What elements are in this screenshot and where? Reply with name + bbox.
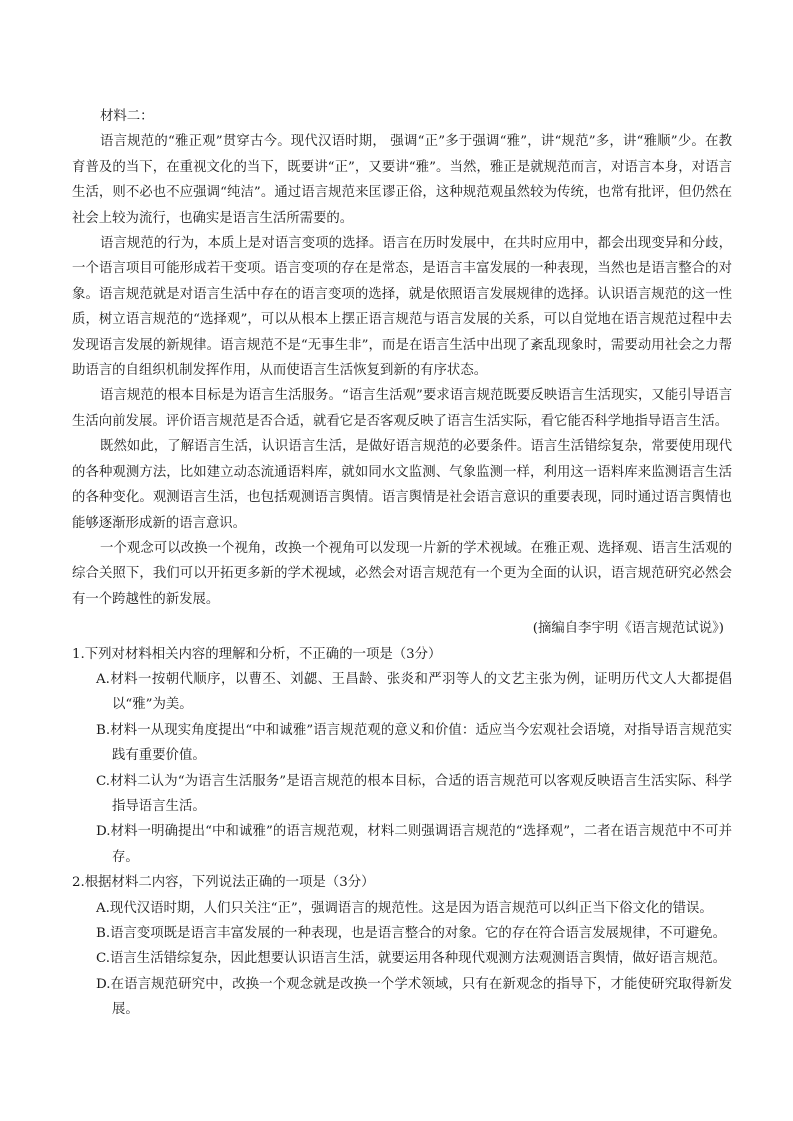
option-b: B.材料一从现实角度提出“中和诚雅”语言规范观的意义和价值：适应当今宏观社会语境，对指导语言规范实践有重要价值。 xyxy=(96,722,732,764)
source-citation: (摘编自李宇明《语言规范试说》) xyxy=(532,621,724,637)
document-content xyxy=(72,104,732,1023)
option-b: B.语言变项既是语言丰富发展的一种表现，也是语言整合的对象。它的存在符合语言发展规律，不可避免。 xyxy=(96,926,727,941)
option-d: D.材料一明确提出“中和诚雅”的语言规范观，材料二则强调语言规范的“选择观”，二者在语言规范中不可并存。 xyxy=(96,824,732,865)
option-a: A.材料一按朝代顺序，以曹丕、刘勰、王昌龄、张炎和严羽等人的文艺主张为例，证明历代文人大都提倡以“雅”为美。 xyxy=(96,671,732,713)
question-1 xyxy=(72,642,732,871)
question-2 xyxy=(72,870,732,1022)
question-stem: 2.根据材料二内容，下列说法正确的一项是（3分） xyxy=(72,875,375,891)
paragraph: 一个观念可以改换一个视角，改换一个视角可以发现一片新的学术视域。在雅正观、选择观、语言生活观的综合关照下，我们可以开拓更多新的学术视域，必然会对语言规范有一个更为全面的认识，语言规范研究必然会有一个跨越性的新发展。 xyxy=(72,540,732,607)
paragraph: 语言规范的根本目标是为语言生活服务。“语言生活观”要求语言规范既要反映语言生活现实，又能引导语言生活向前发展。评价语言规范是否合适，就看它是否客观反映了语言生活实际，看它能否科学地指导语言生活。 xyxy=(72,388,732,429)
paragraph: 既然如此，了解语言生活，认识语言生活，是做好语言规范的必要条件。语言生活错综复杂，常要使用现代的各种观测方法，比如建立动态流通语料库，就如同水文监测、气象监测一样，利用这一语料库来监测语言生活的各种变化。观测语言生活，也包括观测语言舆情。语言舆情是社会语言意识的重要表现，同时通过语言舆情也能够逐渐形成新的语言意识。 xyxy=(72,439,732,531)
material-title: 材料二： xyxy=(100,109,154,124)
paragraph: 语言规范的“雅正观”贯穿古今。现代汉语时期， 强调“正”多于强调“雅”，讲“规范”多，讲“雅顺”少。在教育普及的当下，在重视文化的当下，既要讲“正”，又要讲“雅”。当然，雅正是就规范而言，对语言本身，对语言生活，则不必也不应强调“纯洁”。通过语言规范来匡谬正俗，这种规范观虽然较为传统，也常有批评，但仍然在社会上较为流行，也确实是语言生活所需要的。 xyxy=(72,134,732,226)
option-c: C.材料二认为“为语言生活服务”是语言规范的根本目标，合适的语言规范可以客观反映语言生活实际、科学指导语言生活。 xyxy=(96,773,732,814)
option-a: A.现代汉语时期，人们只关注“正”，强调语言的规范性。这是因为语言规范可以纠正当下俗文化的错误。 xyxy=(96,900,713,916)
option-d: D.在语言规范研究中，改换一个观念就是改换一个学术领域，只有在新观念的指导下，才能使研究取得新发展。 xyxy=(96,976,732,1018)
paragraph: 语言规范的行为，本质上是对语言变项的选择。语言在历时发展中，在共时应用中，都会出现变异和分歧，一个语言项目可能形成若干变项。语言变项的存在是常态，是语言丰富发展的一种表现，当然也是语言整合的对象。语言规范就是对语言生活中存在的语言变项的选择，就是依照语言发展规律的选择。认识语言规范的这一性质，树立语言规范的“选择观”，可以从根本上摆正语言规范与语言发展的关系，可以自觉地在语言规范过程中去发现语言发展的新规律。语言规范不是“无事生非”，而是在语言生活中出现了紊乱现象时，需要动用社会之力帮助语言的自组织机制发挥作用，从而使语言生活恢复到新的有序状态。 xyxy=(72,236,732,379)
question-stem: 1.下列对材料相关内容的理解和分析，不正确的一项是（3分） xyxy=(72,646,442,662)
option-c: C.语言生活错综复杂，因此想要认识语言生活，就要运用各种现代观测方法观测语言舆情，做好语言规范。 xyxy=(96,951,726,967)
